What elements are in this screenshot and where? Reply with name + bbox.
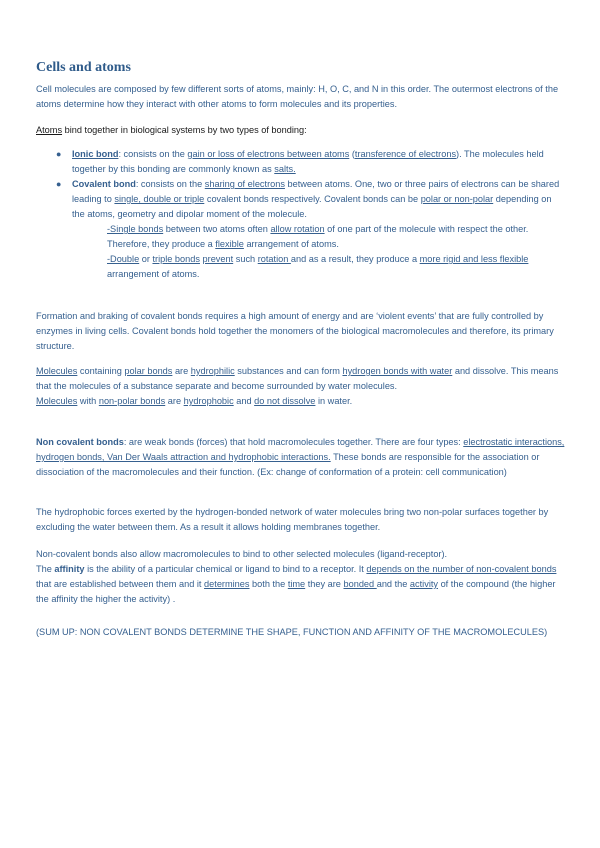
nonpolar-text: in water.	[315, 396, 353, 406]
double-underlined: more rigid and less flexible	[419, 254, 529, 264]
affinity-text: they are	[305, 579, 344, 589]
affinity-text: is the ability of a particular chemical or ligand to bind to a receptor. It	[84, 564, 367, 574]
double-underlined: -Double	[107, 254, 140, 264]
bond-type-list	[56, 147, 566, 222]
nonpolar-underlined: Molecules	[36, 396, 78, 406]
list-item-ionic	[56, 147, 566, 177]
affinity-text: and the	[376, 579, 410, 589]
summary-paragraph: (SUM UP: NON COVALENT BONDS DETERMINE THE SHAPE, FUNCTION AND AFFINITY OF THE MACROMOLECULES)	[36, 627, 548, 637]
polar-text: substances and can form	[234, 366, 343, 376]
affinity-text: both the	[249, 579, 288, 589]
nonpolar-text: and	[233, 396, 255, 406]
noncovalent-underlined: electrostatic interactions, hydrogen bonds, Van Der Waals attraction and hydrophobic interactions.	[36, 437, 565, 462]
polar-underlined: hydrogen bonds with water	[342, 366, 453, 376]
covalent-text: covalent bonds respectively. Covalent bonds can be	[204, 194, 421, 204]
affinity-underlined: determines	[204, 579, 250, 589]
ionic-text: (	[349, 149, 355, 159]
double-bonds-paragraph	[107, 252, 566, 282]
single-text: arrangement of atoms.	[243, 239, 339, 249]
double-text: such	[233, 254, 258, 264]
single-text: of one part of the molecule with respect the other. Therefore, they produce a	[107, 224, 529, 249]
double-underlined: rotation	[257, 254, 291, 264]
double-underlined: triple bonds	[152, 254, 200, 264]
single-bonds-paragraph	[107, 222, 566, 252]
affinity-underlined: activity	[409, 579, 439, 589]
affinity-text: that are established between them and it	[36, 579, 205, 589]
bullet-icon: ●	[56, 179, 62, 189]
single-underlined: allow rotation	[270, 224, 325, 234]
hydrophobic-paragraph: The hydrophobic forces exerted by the hydrogen-bonded network of water molecules bring two non-polar surfaces together by excluding the water between them. As a result it allows holding membranes together.	[36, 507, 549, 532]
intro-paragraph: Cell molecules are composed by few different sorts of atoms, mainly: H, O, C, and N in this order. The outermost electrons of the atoms determine how they interact with other atoms to form molecules and its properties.	[36, 84, 559, 109]
bonding-heading-rest: bind together in biological systems by two types of bonding:	[62, 125, 307, 135]
ionic-underlined: transference of electrons	[354, 149, 457, 159]
double-text: arrangement of atoms.	[107, 269, 200, 279]
covalent-text: : consists on the	[135, 179, 205, 189]
polar-underlined: hydrophilic	[190, 366, 235, 376]
double-text: and as a result, they produce a	[290, 254, 420, 264]
affinity-underlined: depends on the number of non-covalent bonds	[366, 564, 557, 574]
page-title: Cells and atoms	[36, 60, 131, 75]
nonpolar-underlined: non-polar bonds	[98, 396, 166, 406]
ionic-bond-label: Ionic bond	[72, 149, 119, 159]
covalent-text: depending on the atoms, geometry and dipolar moment of the molecule.	[72, 194, 552, 219]
polar-paragraph	[36, 364, 566, 394]
double-underlined: prevent	[202, 254, 234, 264]
bonding-heading	[36, 123, 566, 138]
ionic-text: : consists on the	[118, 149, 188, 159]
covalent-bond-label: Covalent bond	[72, 179, 136, 189]
nonpolar-text: are	[165, 396, 184, 406]
single-underlined: -Single bonds	[107, 224, 164, 234]
single-text: between two atoms often	[163, 224, 271, 234]
covalent-underlined: polar or non-polar	[420, 194, 494, 204]
noncovalent-text: These bonds are responsible for the association or dissociation of the macromolecules and their function. (Ex: change of conformation of a protein: cell communication)	[36, 452, 540, 477]
list-item-covalent	[56, 177, 566, 222]
affinity-underlined: bonded	[343, 579, 377, 589]
noncovalent-label: Non covalent bonds	[36, 437, 124, 447]
ionic-underlined: salts.	[274, 164, 296, 174]
affinity-text: The	[36, 564, 55, 574]
affinity-underlined: time	[287, 579, 306, 589]
single-underlined: flexible	[215, 239, 244, 249]
affinity-term: affinity	[54, 564, 85, 574]
noncovalent-paragraph	[36, 435, 566, 480]
noncovalent-text: : are weak bonds (forces) that hold macromolecules together. There are four types:	[123, 437, 464, 447]
formation-paragraph: Formation and braking of covalent bonds requires a high amount of energy and are ‘violent events’ that are fully controlled by enzymes in living cells. Covalent bonds hold together the monomers of the biological macromolecules and therefore, its primary structure.	[36, 311, 554, 351]
covalent-underlined: single, double or triple	[114, 194, 205, 204]
bullet-icon: ●	[56, 149, 62, 159]
ionic-underlined: gain or loss of electrons between atoms	[187, 149, 350, 159]
polar-underlined: polar bonds	[124, 366, 173, 376]
polar-underlined: Molecules	[36, 366, 78, 376]
nonpolar-underlined: hydrophobic	[183, 396, 234, 406]
ionic-text: ). The molecules held together by this bonding are commonly known as	[72, 149, 544, 174]
nonpolar-paragraph	[36, 394, 566, 409]
polar-text: containing	[77, 366, 125, 376]
affinity-text: of the compound (the higher the affinity the higher the activity) .	[36, 579, 556, 604]
affinity-paragraph	[36, 562, 566, 607]
polar-text: are	[172, 366, 191, 376]
ligand-paragraph: Non-covalent bonds also allow macromolecules to bind to other selected molecules (ligand-receptor).	[36, 549, 448, 559]
double-text: or	[139, 254, 153, 264]
atoms-term: Atoms	[36, 125, 63, 135]
nonpolar-underlined: do not dissolve	[254, 396, 316, 406]
polar-text: and dissolve. This means that the molecules of a substance separate and become surrounded by water molecules.	[36, 366, 559, 391]
nonpolar-text: with	[77, 396, 99, 406]
covalent-text: between atoms. One, two or three pairs of electrons can be shared leading to	[72, 179, 560, 204]
covalent-underlined: sharing of electrons	[204, 179, 285, 189]
